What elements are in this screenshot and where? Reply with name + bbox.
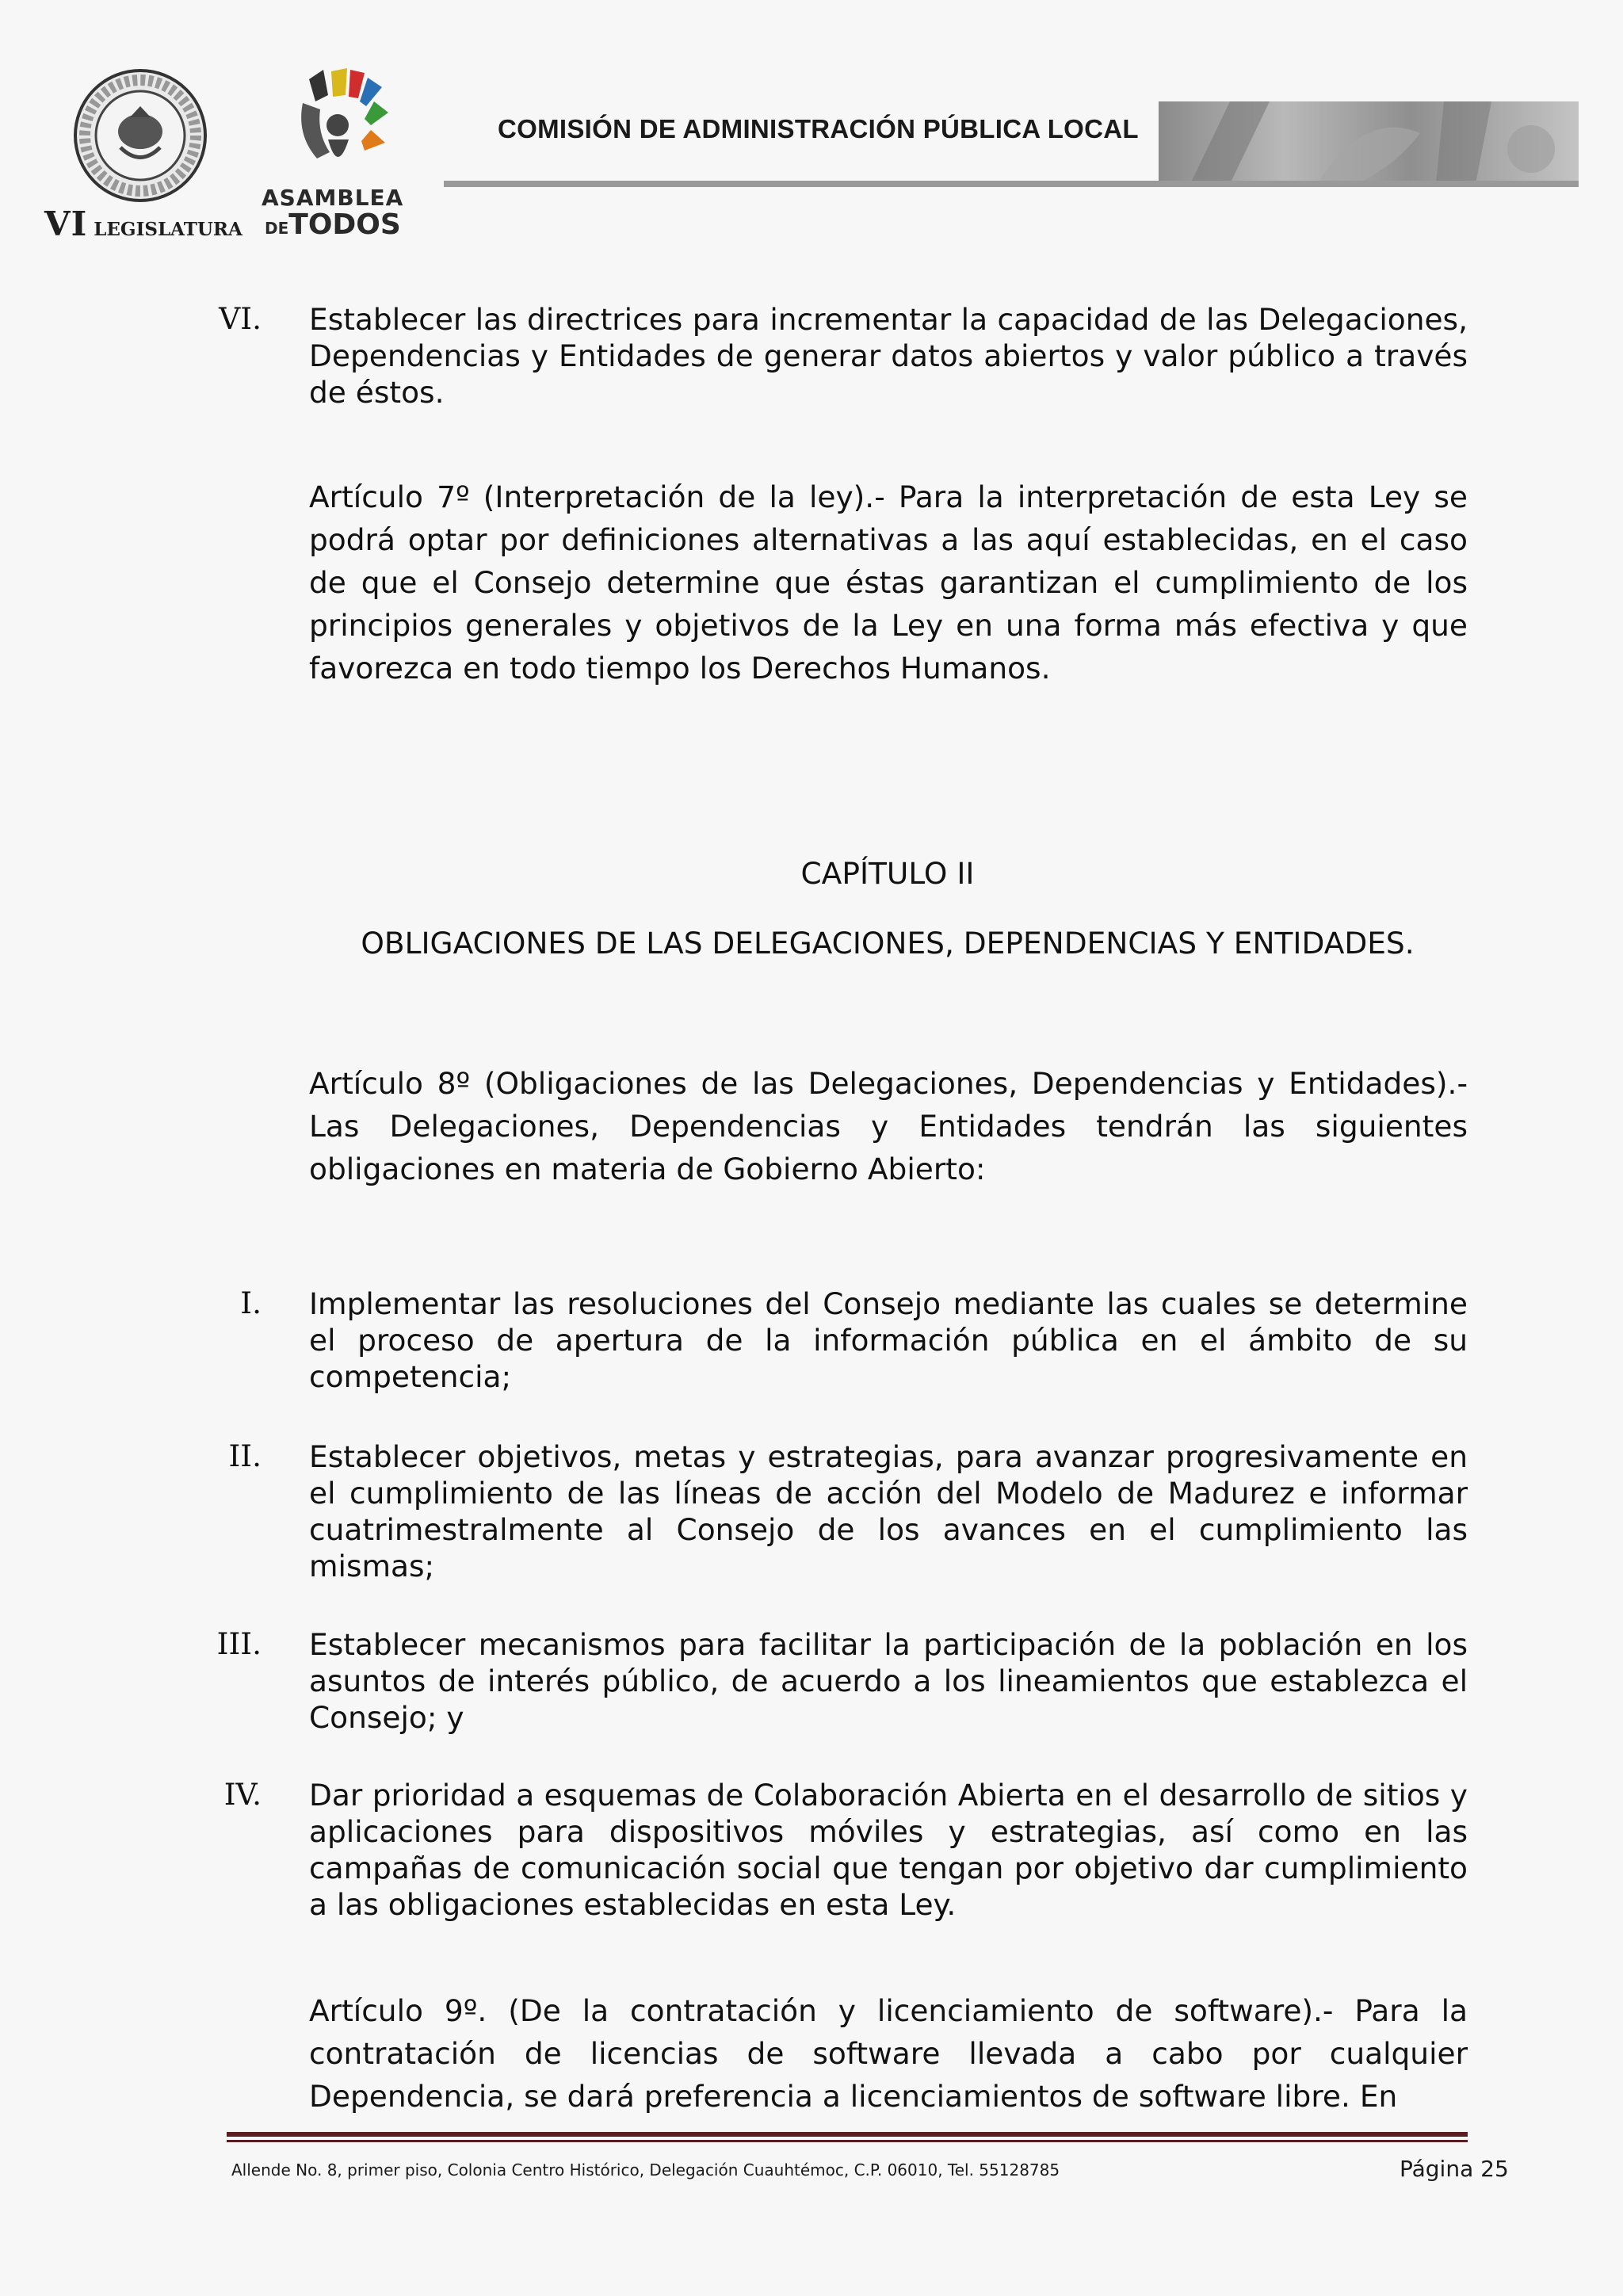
asamblea-de-todos-logo-icon	[285, 63, 396, 182]
chapter-title: OBLIGACIONES DE LAS DELEGACIONES, DEPENDENCIAS Y ENTIDADES.	[361, 926, 1415, 961]
list-numeral: II.	[228, 1438, 262, 1473]
article-8-paragraph: Artículo 8º (Obligaciones de las Delegaciones, Dependencias y Entidades).- Las Delegaciones, Dependencias y Entidades tendrán las siguientes obligaciones en materia de Gobierno Abierto:	[309, 1066, 1468, 1186]
asamblea-word: ASAMBLEA	[262, 185, 404, 211]
footer-rule	[227, 2132, 1468, 2137]
legislatura-label	[44, 204, 242, 243]
page-number: Página 25	[1400, 2156, 1509, 2182]
list-item-text: Dar prioridad a esquemas de Colaboración Abierta en el desarrollo de sitios y aplicaciones para dispositivos móviles y estrategias, así como en las campañas de comunicación social que tengan por objetivo dar cumplimiento a las obligaciones establecidas en esta Ley.	[309, 1778, 1468, 1922]
list-numeral: IV.	[223, 1777, 262, 1812]
list-item-text: Implementar las resoluciones del Consejo mediante las cuales se determine el proceso de apertura de la información pública en el ámbito de su competencia;	[309, 1286, 1468, 1394]
page-header	[0, 0, 1623, 246]
commission-title: COMISIÓN DE ADMINISTRACIÓN PÚBLICA LOCAL	[498, 114, 1139, 143]
list-numeral: I.	[240, 1286, 262, 1320]
list-item-text: Establecer objetivos, metas y estrategias, para avanzar progresivamente en el cumplimiento de las líneas de acción del Modelo de Madurez e informar cuatrimestralmente al Consejo de los avances en el cumplimiento las mismas;	[309, 1439, 1468, 1584]
footer-rule-thin	[227, 2140, 1468, 2142]
chapter-number: CAPÍTULO II	[800, 856, 975, 891]
list-numeral: III.	[216, 1626, 262, 1661]
article-9-paragraph: Artículo 9º. (De la contratación y licenciamiento de software).- Para la contratación de licencias de software llevada a cabo por cualquier Dependencia, se dará preferencia a licenciamientos de software libre. En	[309, 1993, 1468, 2114]
list-item-text: Establecer las directrices para incrementar la capacidad de las Delegaciones, Dependencias y Entidades de generar datos abiertos y valor público a través de éstos.	[309, 302, 1468, 410]
legislatura-word: LEGISLATURA	[94, 219, 242, 240]
asamblea-de-todos-wordmark	[262, 187, 403, 239]
header-decorative-band	[1159, 101, 1579, 184]
de-todos-word: DETODOS	[265, 208, 401, 241]
list-item-text: Establecer mecanismos para facilitar la participación de la población en los asuntos de interés público, de acuerdo a los lineamientos que establezca el Consejo; y	[309, 1627, 1468, 1735]
list-numeral: VI.	[219, 301, 262, 336]
article-7-paragraph: Artículo 7º (Interpretación de la ley).- Para la interpretación de esta Ley se podrá optar por definiciones alternativas a las aquí establecidas, en el caso de que el Consejo determine que éstas garantizan el cumplimiento de los principios generales y objetivos de la Ley en una forma más efectiva y que favorezca en todo tiempo los Derechos Humanos.	[309, 479, 1468, 686]
legislatura-roman: VI	[44, 204, 88, 243]
header-rule	[444, 181, 1579, 187]
footer-address: Allende No. 8, primer piso, Colonia Centro Histórico, Delegación Cuauhtémoc, C.P. 06010, Tel. 55128785	[231, 2160, 1060, 2179]
seal-asamblea-legislativa-icon	[73, 68, 208, 203]
